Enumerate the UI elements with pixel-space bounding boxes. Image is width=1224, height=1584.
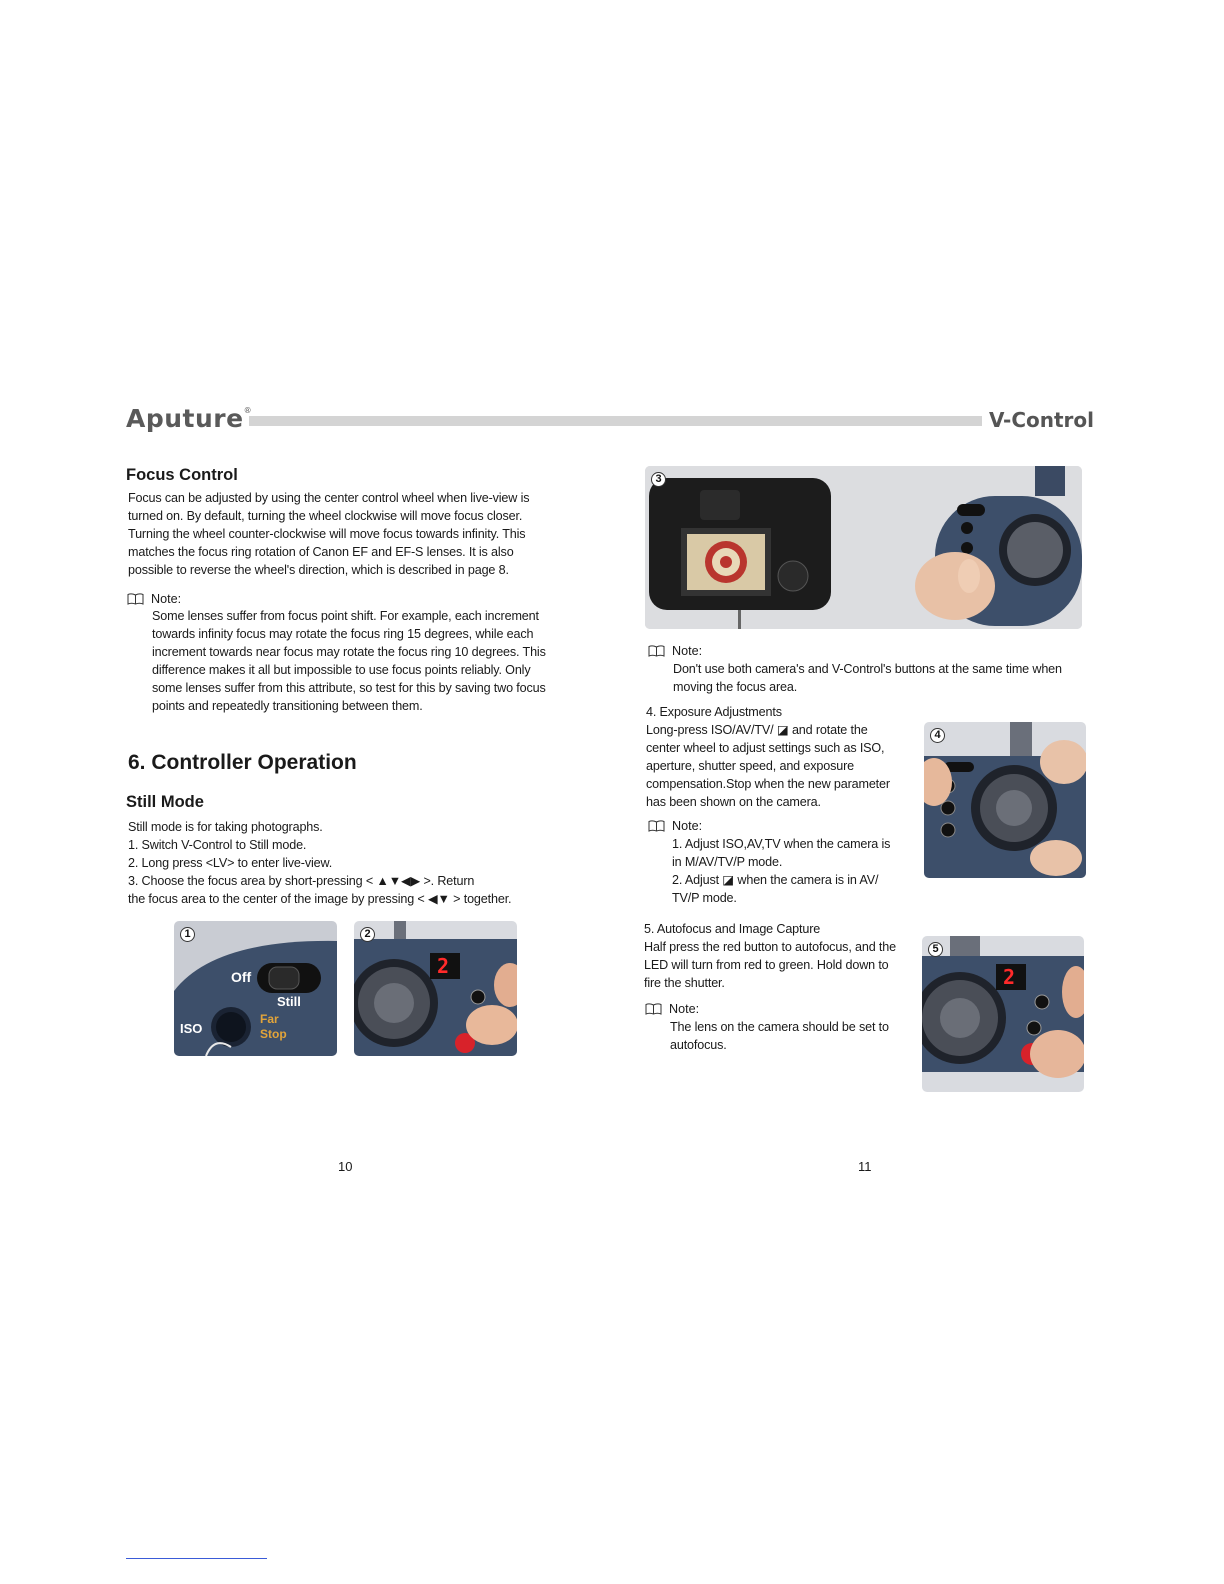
text-line: 1. Switch V-Control to Still mode. (128, 838, 307, 852)
note-heading (645, 1000, 699, 1018)
stop-label: Stop (260, 1027, 287, 1041)
focus-control-heading: Focus Control (126, 466, 238, 484)
exposure-adjustments-body (646, 703, 890, 811)
off-label: Off (231, 969, 252, 985)
text-line: Turning the wheel counter-clockwise will move focus towards infinity. This (128, 527, 526, 541)
note-body (670, 1018, 889, 1054)
still-mode-body (128, 818, 511, 908)
page-number-right: 11 (858, 1159, 872, 1174)
note-heading (648, 642, 702, 660)
text-line: 2. Adjust ◪ when the camera is in AV/ (672, 873, 879, 887)
text-line: 4. Exposure Adjustments (646, 705, 782, 719)
still-label: Still (277, 994, 301, 1009)
text-line: The lens on the camera should be set to (670, 1020, 889, 1034)
note-label: Note: (672, 644, 703, 658)
text-line: 3. Choose the focus area by short-pressing < ▲▼◀▶ >. Return (128, 874, 475, 888)
text-line: possible to reverse the wheel's direction, which is described in page 8. (128, 563, 509, 577)
photo-exposure-adjustment (924, 722, 1086, 878)
text-line: Focus can be adjusted by using the center control wheel when live-view is (128, 491, 530, 505)
product-name: V-Control (989, 408, 1094, 432)
text-line: TV/P mode. (672, 891, 737, 905)
text-line: increment towards near focus may rotate the focus ring 10 degrees. This (152, 645, 546, 659)
chapter-title: 6. Controller Operation (128, 751, 357, 774)
led-display: 2 (1003, 965, 1016, 989)
text-line: compensation.Stop when the new parameter (646, 777, 890, 791)
header-bar (249, 416, 982, 426)
note-body (672, 835, 890, 907)
live-view-illustration (354, 921, 517, 1056)
text-line: aperture, shutter speed, and exposure (646, 759, 854, 773)
step-number-badge: 5 (928, 942, 943, 957)
text-line: Don't use both camera's and V-Control's buttons at the same time when (673, 662, 1062, 676)
text-line: center wheel to adjust settings such as ISO, (646, 741, 885, 755)
text-line: turned on. By default, turning the wheel clockwise will move focus closer. (128, 509, 523, 523)
text-line: Some lenses suffer from focus point shift. For example, each increment (152, 609, 539, 623)
iso-label: ISO (180, 1021, 203, 1036)
photo-camera-and-controller (645, 466, 1082, 629)
text-line: autofocus. (670, 1038, 727, 1052)
registered-mark: ® (243, 406, 253, 415)
text-line: fire the shutter. (644, 976, 725, 990)
note-heading (127, 590, 181, 608)
text-line: difference makes it all but impossible to use focus points reliably. Only (152, 663, 531, 677)
text-line: Half press the red button to autofocus, and the (644, 940, 896, 954)
text-line: in M/AV/TV/P mode. (672, 855, 783, 869)
note-heading (648, 817, 702, 835)
text-line: LED will turn from red to green. Hold down to (644, 958, 889, 972)
led-display: 2 (437, 954, 450, 978)
text-line: towards infinity focus may rotate the focus ring 15 degrees, while each (152, 627, 534, 641)
book-icon (648, 820, 665, 832)
autofocus-illustration (922, 936, 1084, 1092)
photo-autofocus-capture (922, 936, 1084, 1092)
text-line: Still mode is for taking photographs. (128, 820, 323, 834)
text-line: 5. Autofocus and Image Capture (644, 922, 821, 936)
text-line: the focus area to the center of the image by pressing < ◀▼ > together. (128, 892, 512, 906)
text-line: has been shown on the camera. (646, 795, 821, 809)
text-line: Long-press ISO/AV/TV/ ◪ and rotate the (646, 723, 868, 737)
book-icon (127, 593, 144, 605)
note-label: Note: (151, 592, 182, 606)
text-line: moving the focus area. (673, 680, 798, 694)
aputure-logo (126, 404, 252, 433)
step-number-badge: 4 (930, 728, 945, 743)
book-icon (648, 645, 665, 657)
still-mode-heading: Still Mode (126, 793, 204, 811)
exposure-illustration (924, 722, 1086, 878)
step-number-badge: 2 (360, 927, 375, 942)
text-line: 2. Long press <LV> to enter live-view. (128, 856, 333, 870)
book-icon (645, 1003, 662, 1015)
note-label: Note: (672, 819, 703, 833)
far-label: Far (260, 1012, 279, 1026)
text-line: some lenses suffer from this attribute, so test for this by saving two focus (152, 681, 546, 695)
camera-controller-illustration (645, 466, 1082, 629)
note-label: Note: (669, 1002, 700, 1016)
page-number-left: 10 (338, 1159, 353, 1174)
focus-control-body (128, 489, 529, 579)
photo-mode-switch (174, 921, 337, 1056)
note-body (152, 607, 546, 715)
text-line: points and repeatedly transitioning between them. (152, 699, 423, 713)
step-number-badge: 1 (180, 927, 195, 942)
text-line: 1. Adjust ISO,AV,TV when the camera is (672, 837, 891, 851)
photo-live-view-button (354, 921, 517, 1056)
logo-text: Aputure (126, 404, 244, 433)
footer-link-rule (126, 1558, 267, 1559)
step-number-badge: 3 (651, 472, 666, 487)
text-line: matches the focus ring rotation of Canon EF and EF-S lenses. It is also (128, 545, 514, 559)
autofocus-body (644, 920, 896, 992)
note-body (673, 660, 1062, 696)
